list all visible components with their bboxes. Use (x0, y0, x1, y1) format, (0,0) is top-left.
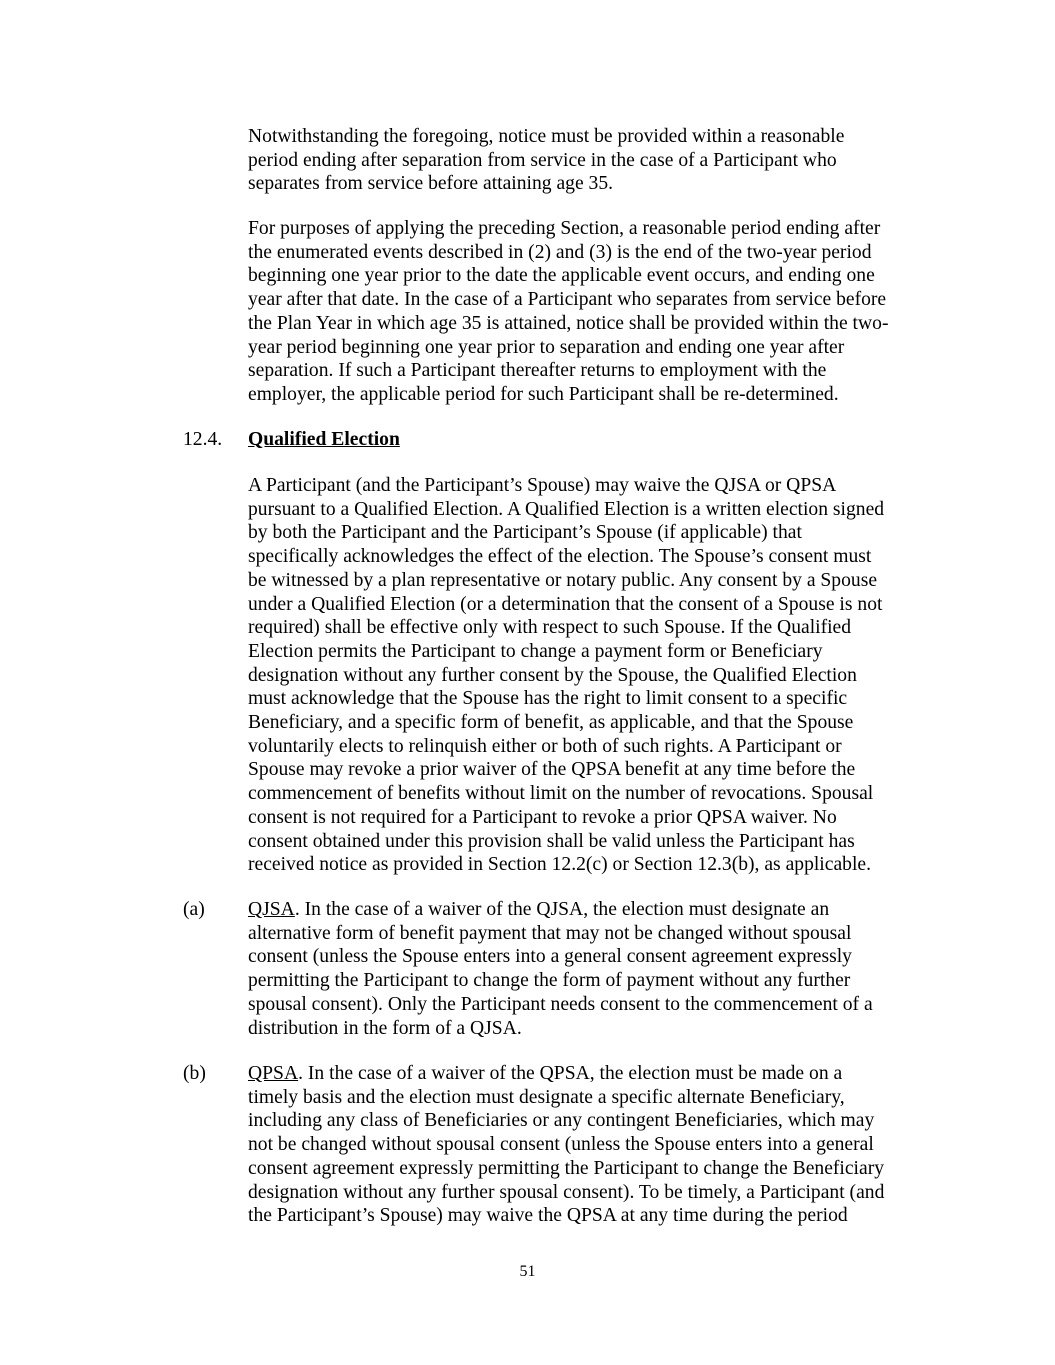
text-line: employer, the applicable period for such Participant shall be re-determined. (248, 383, 839, 405)
section-heading: Qualified Election (248, 429, 400, 450)
text-line: specifically acknowledges the effect of the election. The Spouse’s consent must (248, 546, 872, 568)
section-number: 12.4. (183, 429, 223, 450)
text-line: spousal consent). Only the Participant needs consent to the commencement of a (248, 993, 873, 1015)
item-b-qpsa (248, 1062, 884, 1228)
page-number: 51 (519, 1263, 536, 1280)
item-a-first-line: . In the case of a waiver of the QJSA, the election must designate an (294, 899, 830, 920)
text-line: period ending after separation from service in the case of a Participant who (248, 149, 837, 171)
text-line: beginning one year prior to the date the applicable event occurs, and ending one (248, 265, 875, 287)
text-line: pursuant to a Qualified Election. A Qualified Election is a written election signed (248, 498, 885, 520)
text-line: designation without any further consent by the Spouse, the Qualified Election (248, 664, 857, 686)
item-b-body (248, 1086, 884, 1228)
text-line: consent agreement expressly permitting the Participant to change the Beneficiary (248, 1157, 885, 1179)
text-line: the Participant’s Spouse) may waive the QPSA at any time during the period (248, 1205, 848, 1227)
text-line: by both the Participant and the Participant’s Spouse (if applicable) that (248, 522, 802, 544)
term-qpsa: QPSA (248, 1063, 299, 1084)
text-line: distribution in the form of a QJSA. (248, 1017, 522, 1039)
paragraph-notice (248, 125, 844, 196)
text-line: not be changed without spousal consent (unless the Spouse enters into a general (248, 1134, 874, 1156)
text-line: year period beginning one year prior to separation and ending one year after (248, 336, 845, 358)
text-line: the enumerated events described in (2) and (3) is the end of the two-year period (248, 241, 872, 263)
text-line: Notwithstanding the foregoing, notice must be provided within a reasonable (248, 126, 845, 147)
text-line: under a Qualified Election (or a determination that the consent of a Spouse is not (248, 593, 883, 615)
text-line: Spouse may revoke a prior waiver of the QPSA benefit at any time before the (248, 759, 856, 781)
paragraph-reasonable-period (248, 217, 888, 407)
text-line: Election permits the Participant to change a payment form or Beneficiary (248, 640, 823, 662)
text-line: received notice as provided in Section 12.2(c) or Section 12.3(b), as applicable. (248, 854, 871, 876)
text-line: be witnessed by a plan representative or notary public. Any consent by a Spouse (248, 569, 878, 591)
item-b-label: (b) (183, 1063, 206, 1084)
text-line: For purposes of applying the preceding Section, a reasonable period ending after (248, 218, 881, 239)
text-line: required) shall be effective only with respect to such Spouse. If the Qualified (248, 617, 852, 639)
text-line: separates from service before attaining age 35. (248, 173, 614, 195)
text-line: alternative form of benefit payment that may not be changed without spousal (248, 922, 852, 944)
text-line: designation without any further spousal consent). To be timely, a Participant (and (248, 1181, 885, 1203)
text-line: commencement of benefits without limit on the number of revocations. Spousal (248, 783, 874, 805)
text-line: consent is not required for a Participant to revoke a prior QPSA waiver. No (248, 806, 837, 828)
text-line: including any class of Beneficiaries or any contingent Beneficiaries, which may (248, 1110, 875, 1132)
term-qjsa: QJSA (248, 899, 295, 920)
item-a-body (248, 922, 873, 1041)
text-line: A Participant (and the Participant’s Spouse) may waive the QJSA or QPSA (248, 475, 837, 496)
text-line: separation. If such a Participant thereafter returns to employment with the (248, 360, 827, 382)
item-a-qjsa (248, 898, 873, 1040)
item-a-label: (a) (183, 899, 205, 920)
text-line: must acknowledge that the Spouse has the right to limit consent to a specific (248, 688, 848, 710)
item-b-first-line: . In the case of a waiver of the QPSA, the election must be made on a (298, 1063, 843, 1084)
text-line: permitting the Participant to change the form of payment without any further (248, 970, 851, 992)
text-line: the Plan Year in which age 35 is attained, notice shall be provided within the two- (248, 312, 889, 334)
text-line: consent (unless the Spouse enters into a general consent agreement expressly (248, 946, 852, 968)
text-line: voluntarily elects to relinquish either or both of such rights. A Participant or (248, 735, 842, 757)
paragraph-qualified-election (248, 474, 884, 877)
text-line: consent obtained under this provision shall be valid unless the Participant has (248, 830, 855, 852)
text-line: year after that date. In the case of a Participant who separates from service before (248, 289, 887, 311)
text-line: Beneficiary, and a specific form of benefit, as applicable, and that the Spouse (248, 712, 854, 734)
text-line: timely basis and the election must designate a specific alternate Beneficiary, (248, 1086, 845, 1108)
